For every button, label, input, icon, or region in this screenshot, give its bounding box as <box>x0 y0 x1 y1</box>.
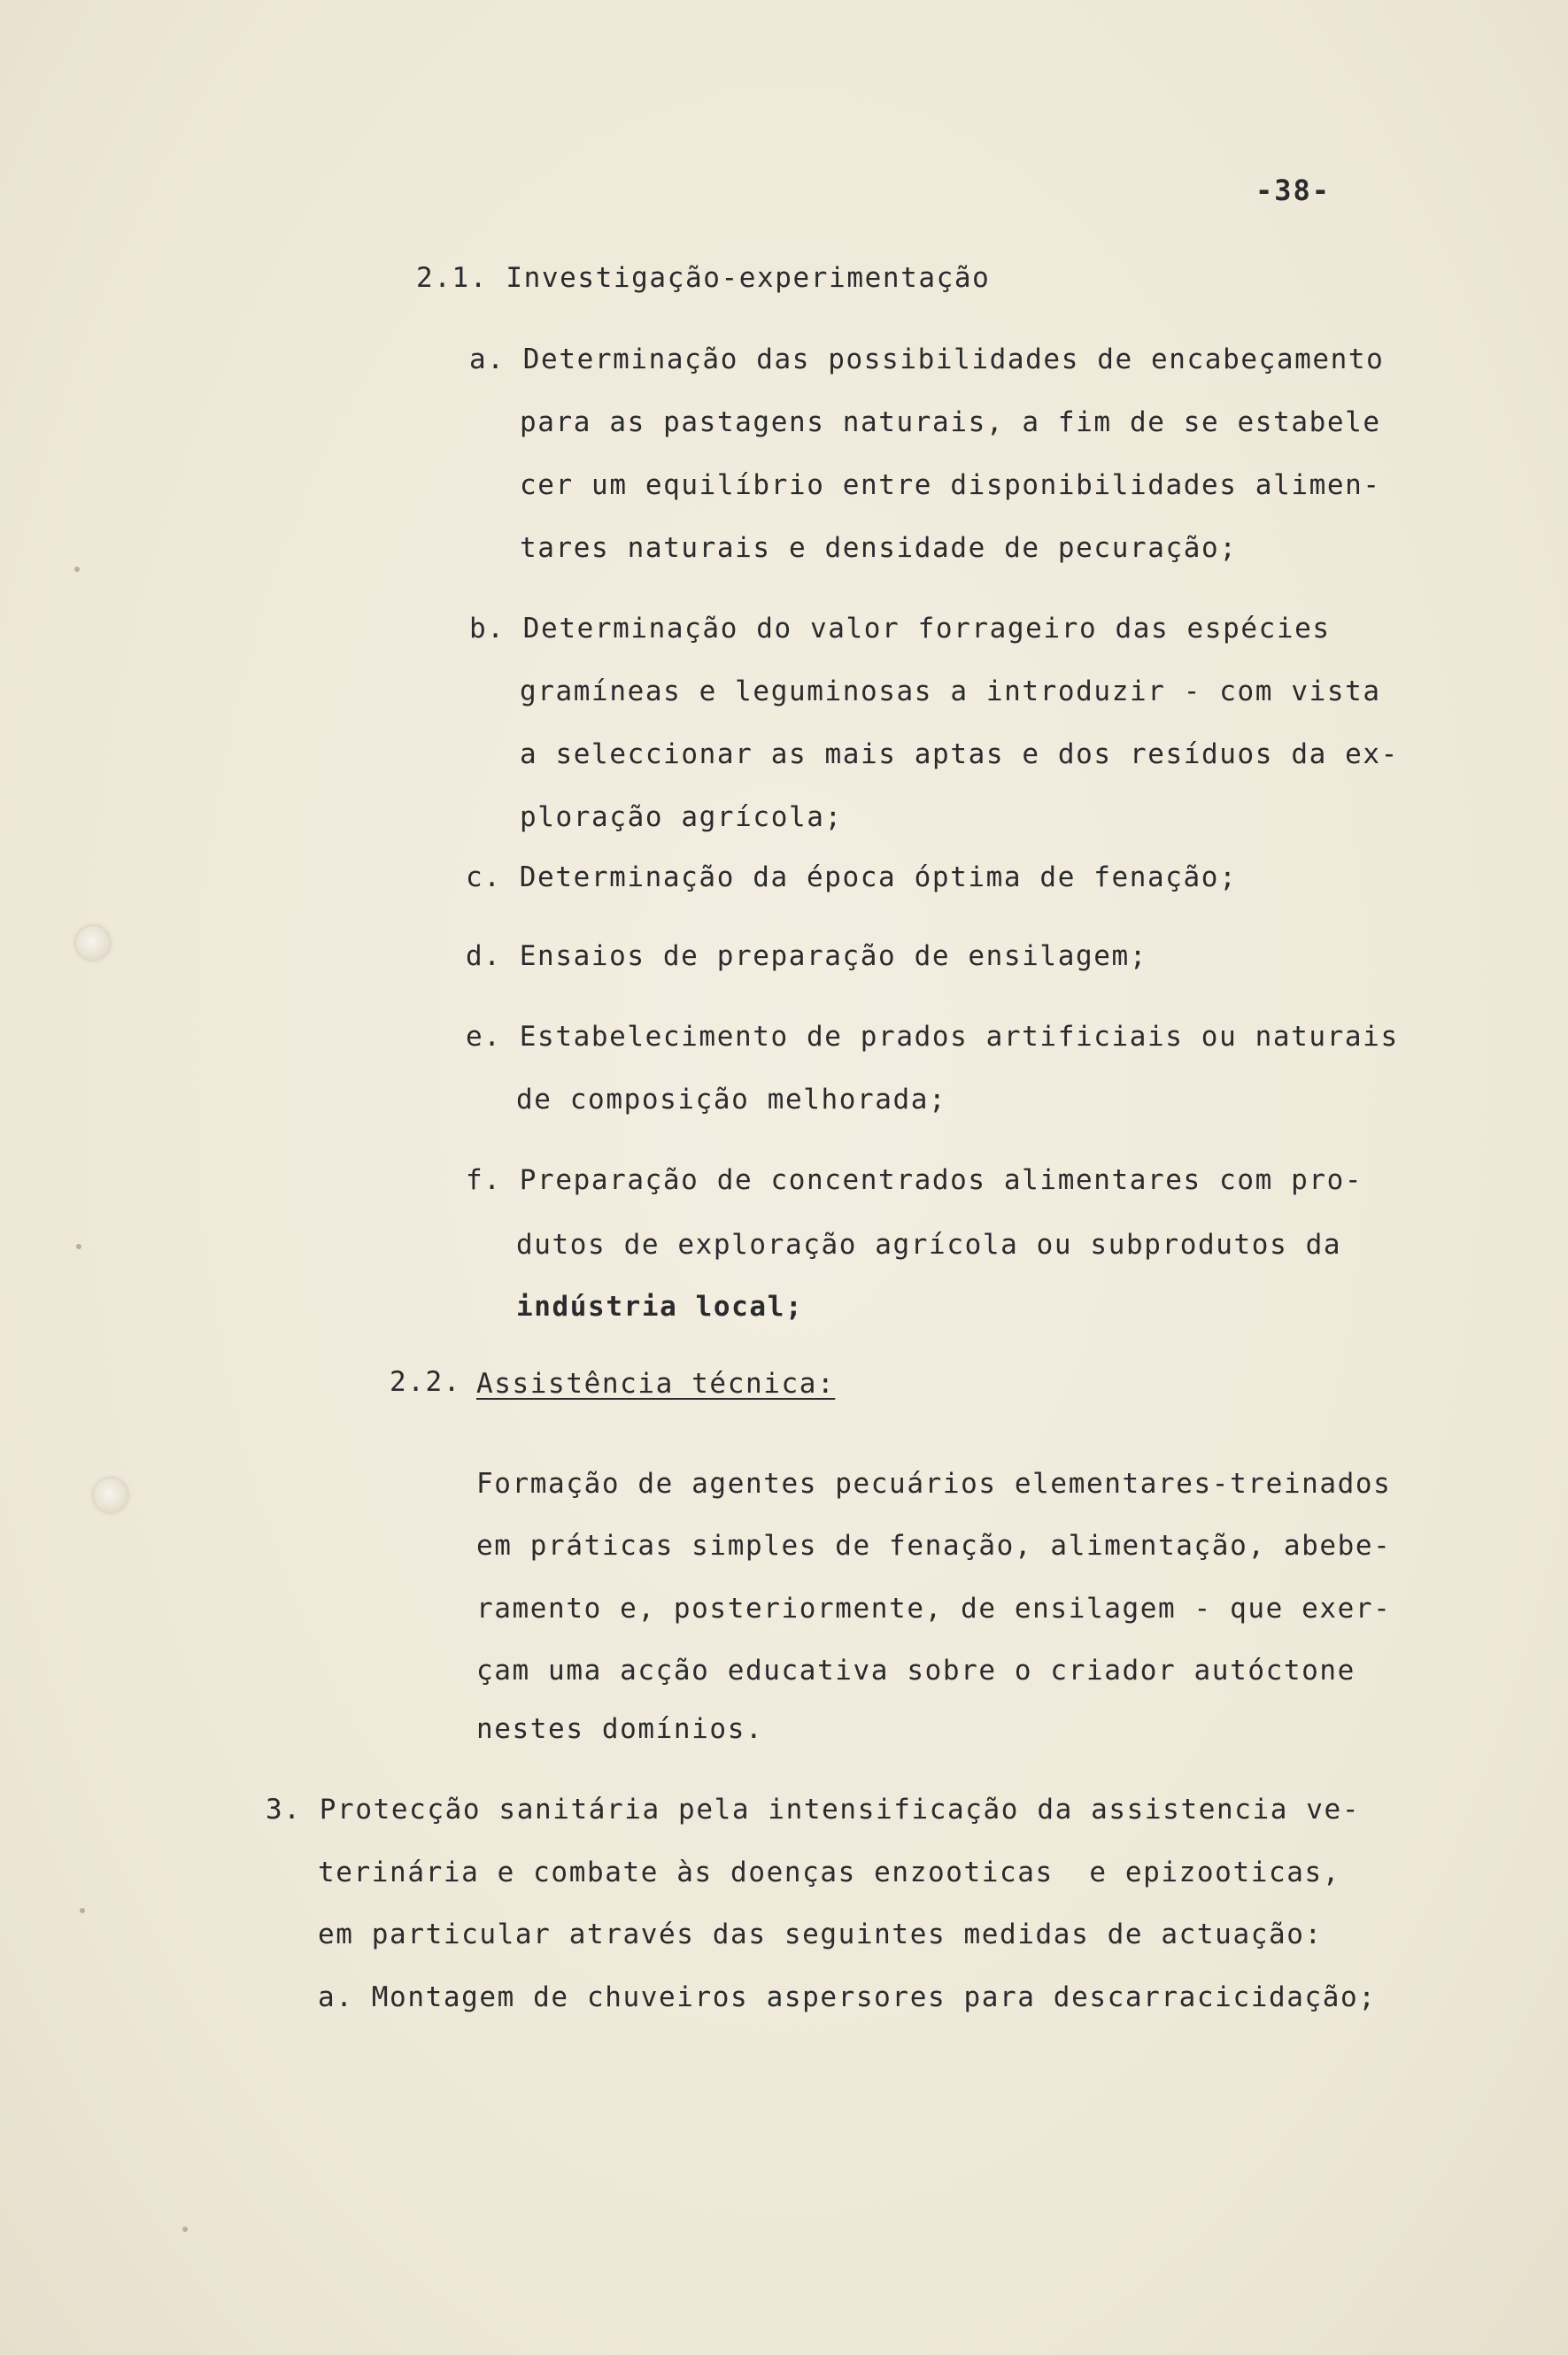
item-a-line-2: para as pastagens naturais, a fim de se estabele <box>520 406 1381 438</box>
section-3-line-3: em particular através das seguintes medidas de actuação: <box>318 1919 1323 1950</box>
item-f-line-3: indústria local; <box>516 1291 804 1323</box>
item-e-line-2: de composição melhorada; <box>516 1084 947 1116</box>
margin-speck <box>182 2227 188 2232</box>
item-e-line-1: e. Estabelecimento de prados artificiais ou naturais <box>466 1021 1399 1053</box>
margin-speck <box>80 1908 85 1913</box>
margin-speck <box>74 567 80 572</box>
paragraph-2-2-line-5: nestes domínios. <box>476 1713 764 1745</box>
item-d-line-1: d. Ensaios de preparação de ensilagem; <box>466 940 1148 972</box>
punch-hole-top <box>76 926 110 960</box>
paragraph-2-2-line-2: em práticas simples de fenação, alimentação, abebe- <box>476 1530 1392 1562</box>
item-f-line-1: f. Preparação de concentrados alimentares com pro- <box>466 1164 1363 1196</box>
item-a-line-3: cer um equilíbrio entre disponibilidades alimen- <box>520 469 1381 501</box>
margin-speck <box>76 1244 81 1249</box>
item-b-line-2: gramíneas e leguminosas a introduzir - com vista <box>520 676 1381 707</box>
section-heading-2-2: Assistência técnica: <box>476 1368 836 1400</box>
paragraph-2-2-line-4: çam uma acção educativa sobre o criador autóctone <box>476 1655 1356 1687</box>
item-f-line-2: dutos de exploração agrícola ou subprodutos da <box>516 1229 1342 1261</box>
section-number-2-2: 2.2. <box>390 1366 462 1398</box>
item-b-line-4: ploração agrícola; <box>520 801 843 833</box>
item-a-line-4: tares naturais e densidade de pecuração; <box>520 532 1238 564</box>
section-3-line-2: terinária e combate às doenças enzooticas e epizooticas, <box>318 1857 1341 1888</box>
item-b-line-1: b. Determinação do valor forrageiro das espécies <box>469 613 1331 645</box>
punch-hole-bottom <box>94 1479 127 1512</box>
item-a-line-1: a. Determinação das possibilidades de encabeçamento <box>469 344 1385 375</box>
section-heading-2-1: 2.1. Investigação-experimentação <box>416 262 991 294</box>
item-c-line-1: c. Determinação da época óptima de fenação; <box>466 861 1238 893</box>
paragraph-2-2-line-1: Formação de agentes pecuários elementares-treinados <box>476 1468 1392 1500</box>
paragraph-2-2-line-3: ramento e, posteriormente, de ensilagem - que exer- <box>476 1593 1392 1625</box>
section-3-line-4: a. Montagem de chuveiros aspersores para descarracicidação; <box>318 1981 1377 2013</box>
section-3-line-1: 3. Protecção sanitária pela intensificação da assistencia ve- <box>266 1794 1361 1826</box>
item-b-line-3: a seleccionar as mais aptas e dos resíduos da ex- <box>520 738 1399 770</box>
page-number: -38- <box>1255 174 1332 207</box>
